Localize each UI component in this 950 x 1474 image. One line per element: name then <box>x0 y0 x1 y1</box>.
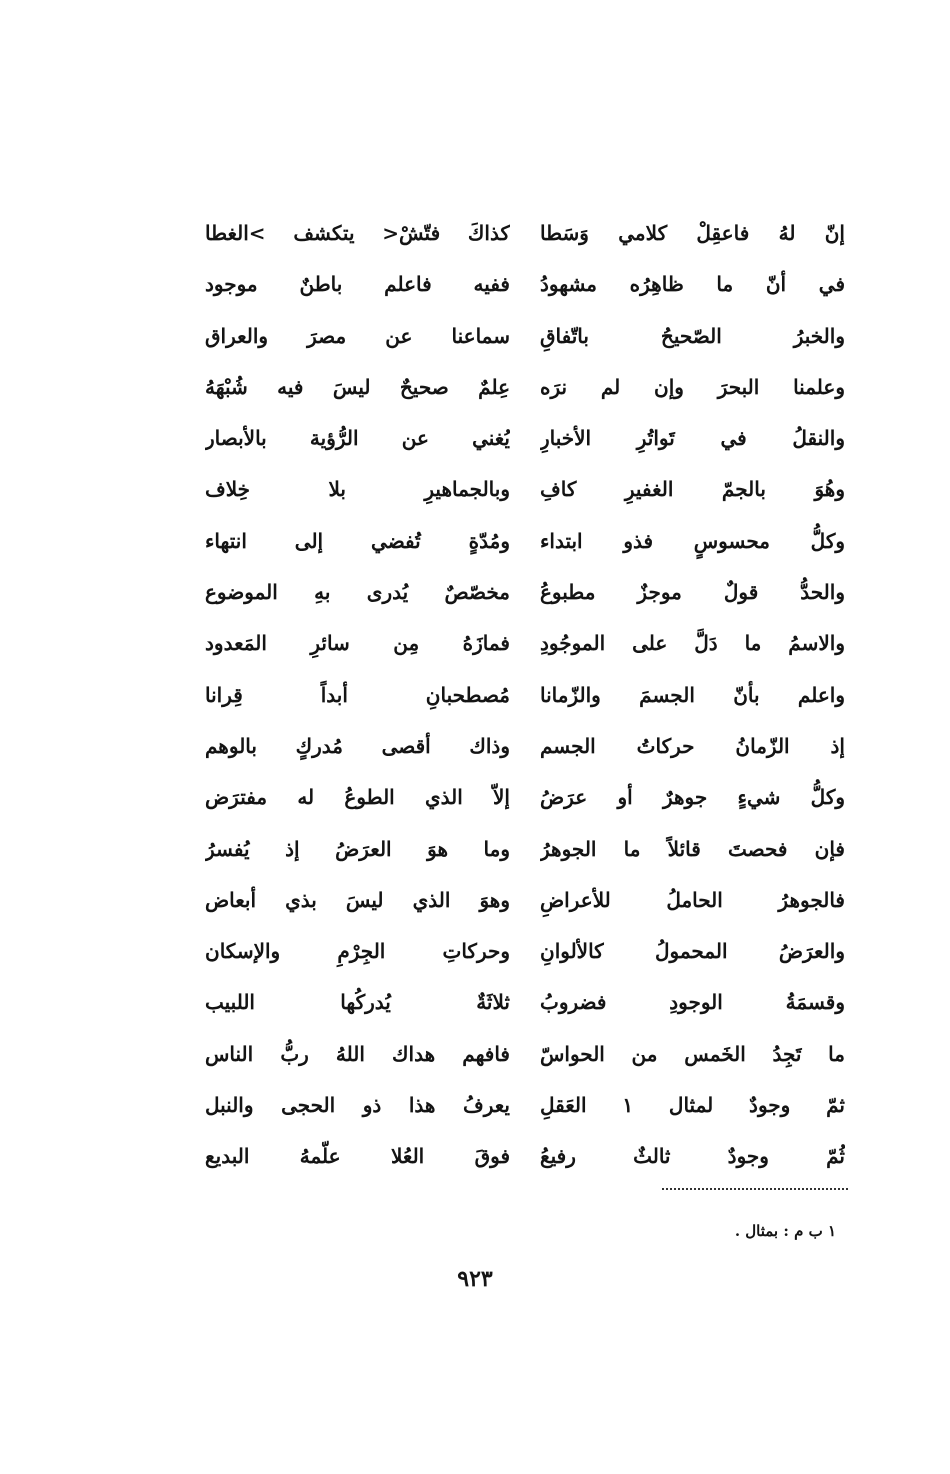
verse-second-hemistich: مُصطحبانِ أبداً قِرانا <box>205 682 510 707</box>
verse-first-hemistich: وكلُّ شيءٍ جوهرٌ أو عرَضُ <box>540 785 845 810</box>
verse-line <box>205 516 845 567</box>
verse-first-hemistich: وهُوَ بالجمّ الغفيرِ كافِ <box>540 477 845 502</box>
verse-second-hemistich: ومُدّةٍ تُفضي إلى انتهاء <box>205 528 510 553</box>
verse-line <box>205 824 845 875</box>
verse-first-hemistich: والعرَضُ المحمولُ كالألوانِ <box>540 939 845 964</box>
verse-second-hemistich: وهوَ الذي ليسَ بذي أبعاض <box>205 887 510 912</box>
verse-first-hemistich: في أنّ ما ظاهِرُه مشهودُ <box>540 272 845 297</box>
verse-second-hemistich: وما هوَ العرَضُ إذ يُفسرُ <box>205 836 510 861</box>
verse-line <box>205 362 845 413</box>
verse-second-hemistich: إلاّ الذي الطوعُ له مفترَض <box>205 785 510 810</box>
verse-line <box>205 772 845 823</box>
poem-verses <box>205 208 845 1183</box>
verse-second-hemistich: وذاك أقصى مُدركٍ بالوهم <box>205 733 510 758</box>
verse-second-hemistich: ثلاثَةٌ يُدركُها اللبيب <box>205 990 510 1015</box>
verse-line <box>205 259 845 310</box>
verse-first-hemistich: والاسمُ ما دَلَّ على الموجُودِ <box>540 631 845 656</box>
verse-line <box>205 567 845 618</box>
verse-line <box>205 1029 845 1080</box>
verse-second-hemistich: سماعنا عن مصرَ والعراق <box>205 323 510 348</box>
verse-second-hemistich: يُغني عن الرُّؤية بالأبصار <box>205 426 510 451</box>
verse-line <box>205 208 845 259</box>
verse-line <box>205 311 845 362</box>
verse-first-hemistich: والحدُّ قولٌ موجزٌ مطبوعُ <box>540 580 845 605</box>
verse-line <box>205 1131 845 1182</box>
verse-line <box>205 875 845 926</box>
verse-first-hemistich: وكلُّ محسوسٍ فذو ابتداء <box>540 528 845 553</box>
verse-second-hemistich: فمازَهُ مِن سائرِ المَعدود <box>205 631 510 656</box>
verse-second-hemistich: يعرفُ هذا ذو الحجى والنبل <box>205 1093 510 1118</box>
verse-first-hemistich: والخبرُ الصّحيحُ باتّفاقِ <box>540 323 845 348</box>
footnote-separator <box>662 1188 848 1190</box>
verse-line <box>205 926 845 977</box>
verse-line <box>205 670 845 721</box>
verse-line <box>205 1080 845 1131</box>
verse-second-hemistich: فافهم هداك اللهُ ربُّ الناس <box>205 1041 510 1066</box>
verse-second-hemistich: كذاكَ فتّشْ< يتكشف >الغطا <box>205 221 510 245</box>
verse-first-hemistich: إنّ لهُ فاعقِلْ كلامي وَسَطا <box>540 221 845 245</box>
verse-line <box>205 977 845 1028</box>
verse-first-hemistich: وعلمنا البحرَ وإن لم نرَه <box>540 374 845 399</box>
verse-line <box>205 618 845 669</box>
verse-first-hemistich: فالجوهرُ الحاملُ للأعراضِ <box>540 887 845 912</box>
verse-line <box>205 413 845 464</box>
verse-first-hemistich: فإن فحصتَ قائلاً ما الجوهرُ <box>540 836 845 861</box>
footnote: ١ ب م : بمثال . <box>734 1222 836 1240</box>
verse-second-hemistich: فوقَ العُلا علّمهُ البديع <box>205 1144 510 1169</box>
verse-first-hemistich: واعلم بأنّ الجسمَ والزّمانا <box>540 682 845 707</box>
verse-first-hemistich: إذ الزّمانُ حركاتُ الجسم <box>540 733 845 758</box>
verse-second-hemistich: وحركاتِ الجِرْمِ والإسكان <box>205 939 510 964</box>
verse-line <box>205 721 845 772</box>
page-number: ٩٢٣ <box>457 1266 493 1292</box>
verse-second-hemistich: مخصّصٌ يُدرى بهِ الموضوع <box>205 580 510 605</box>
verse-first-hemistich: وقسمَةُ الوجودِ فضروبُ <box>540 990 845 1015</box>
verse-second-hemistich: ففيه فاعلم باطنٌ موجود <box>205 272 510 297</box>
verse-first-hemistich: والنقلُ في تَواتُرِ الأخبارِ <box>540 426 845 451</box>
verse-first-hemistich: ثمّ وجودٌ لمثال ١ العَقلِ <box>540 1093 845 1118</box>
verse-first-hemistich: ما تَجِدُ الخَمس من الحواسّ <box>540 1041 845 1066</box>
verse-second-hemistich: عِلمٌ صحيحٌ ليسَ فيه شُبْهَهُ <box>205 374 510 399</box>
verse-first-hemistich: ثُمّ وجودٌ ثالثٌ رفيعُ <box>540 1144 845 1169</box>
verse-line <box>205 464 845 515</box>
verse-second-hemistich: وبالجماهيرِ بلا خِلاف <box>205 477 510 502</box>
